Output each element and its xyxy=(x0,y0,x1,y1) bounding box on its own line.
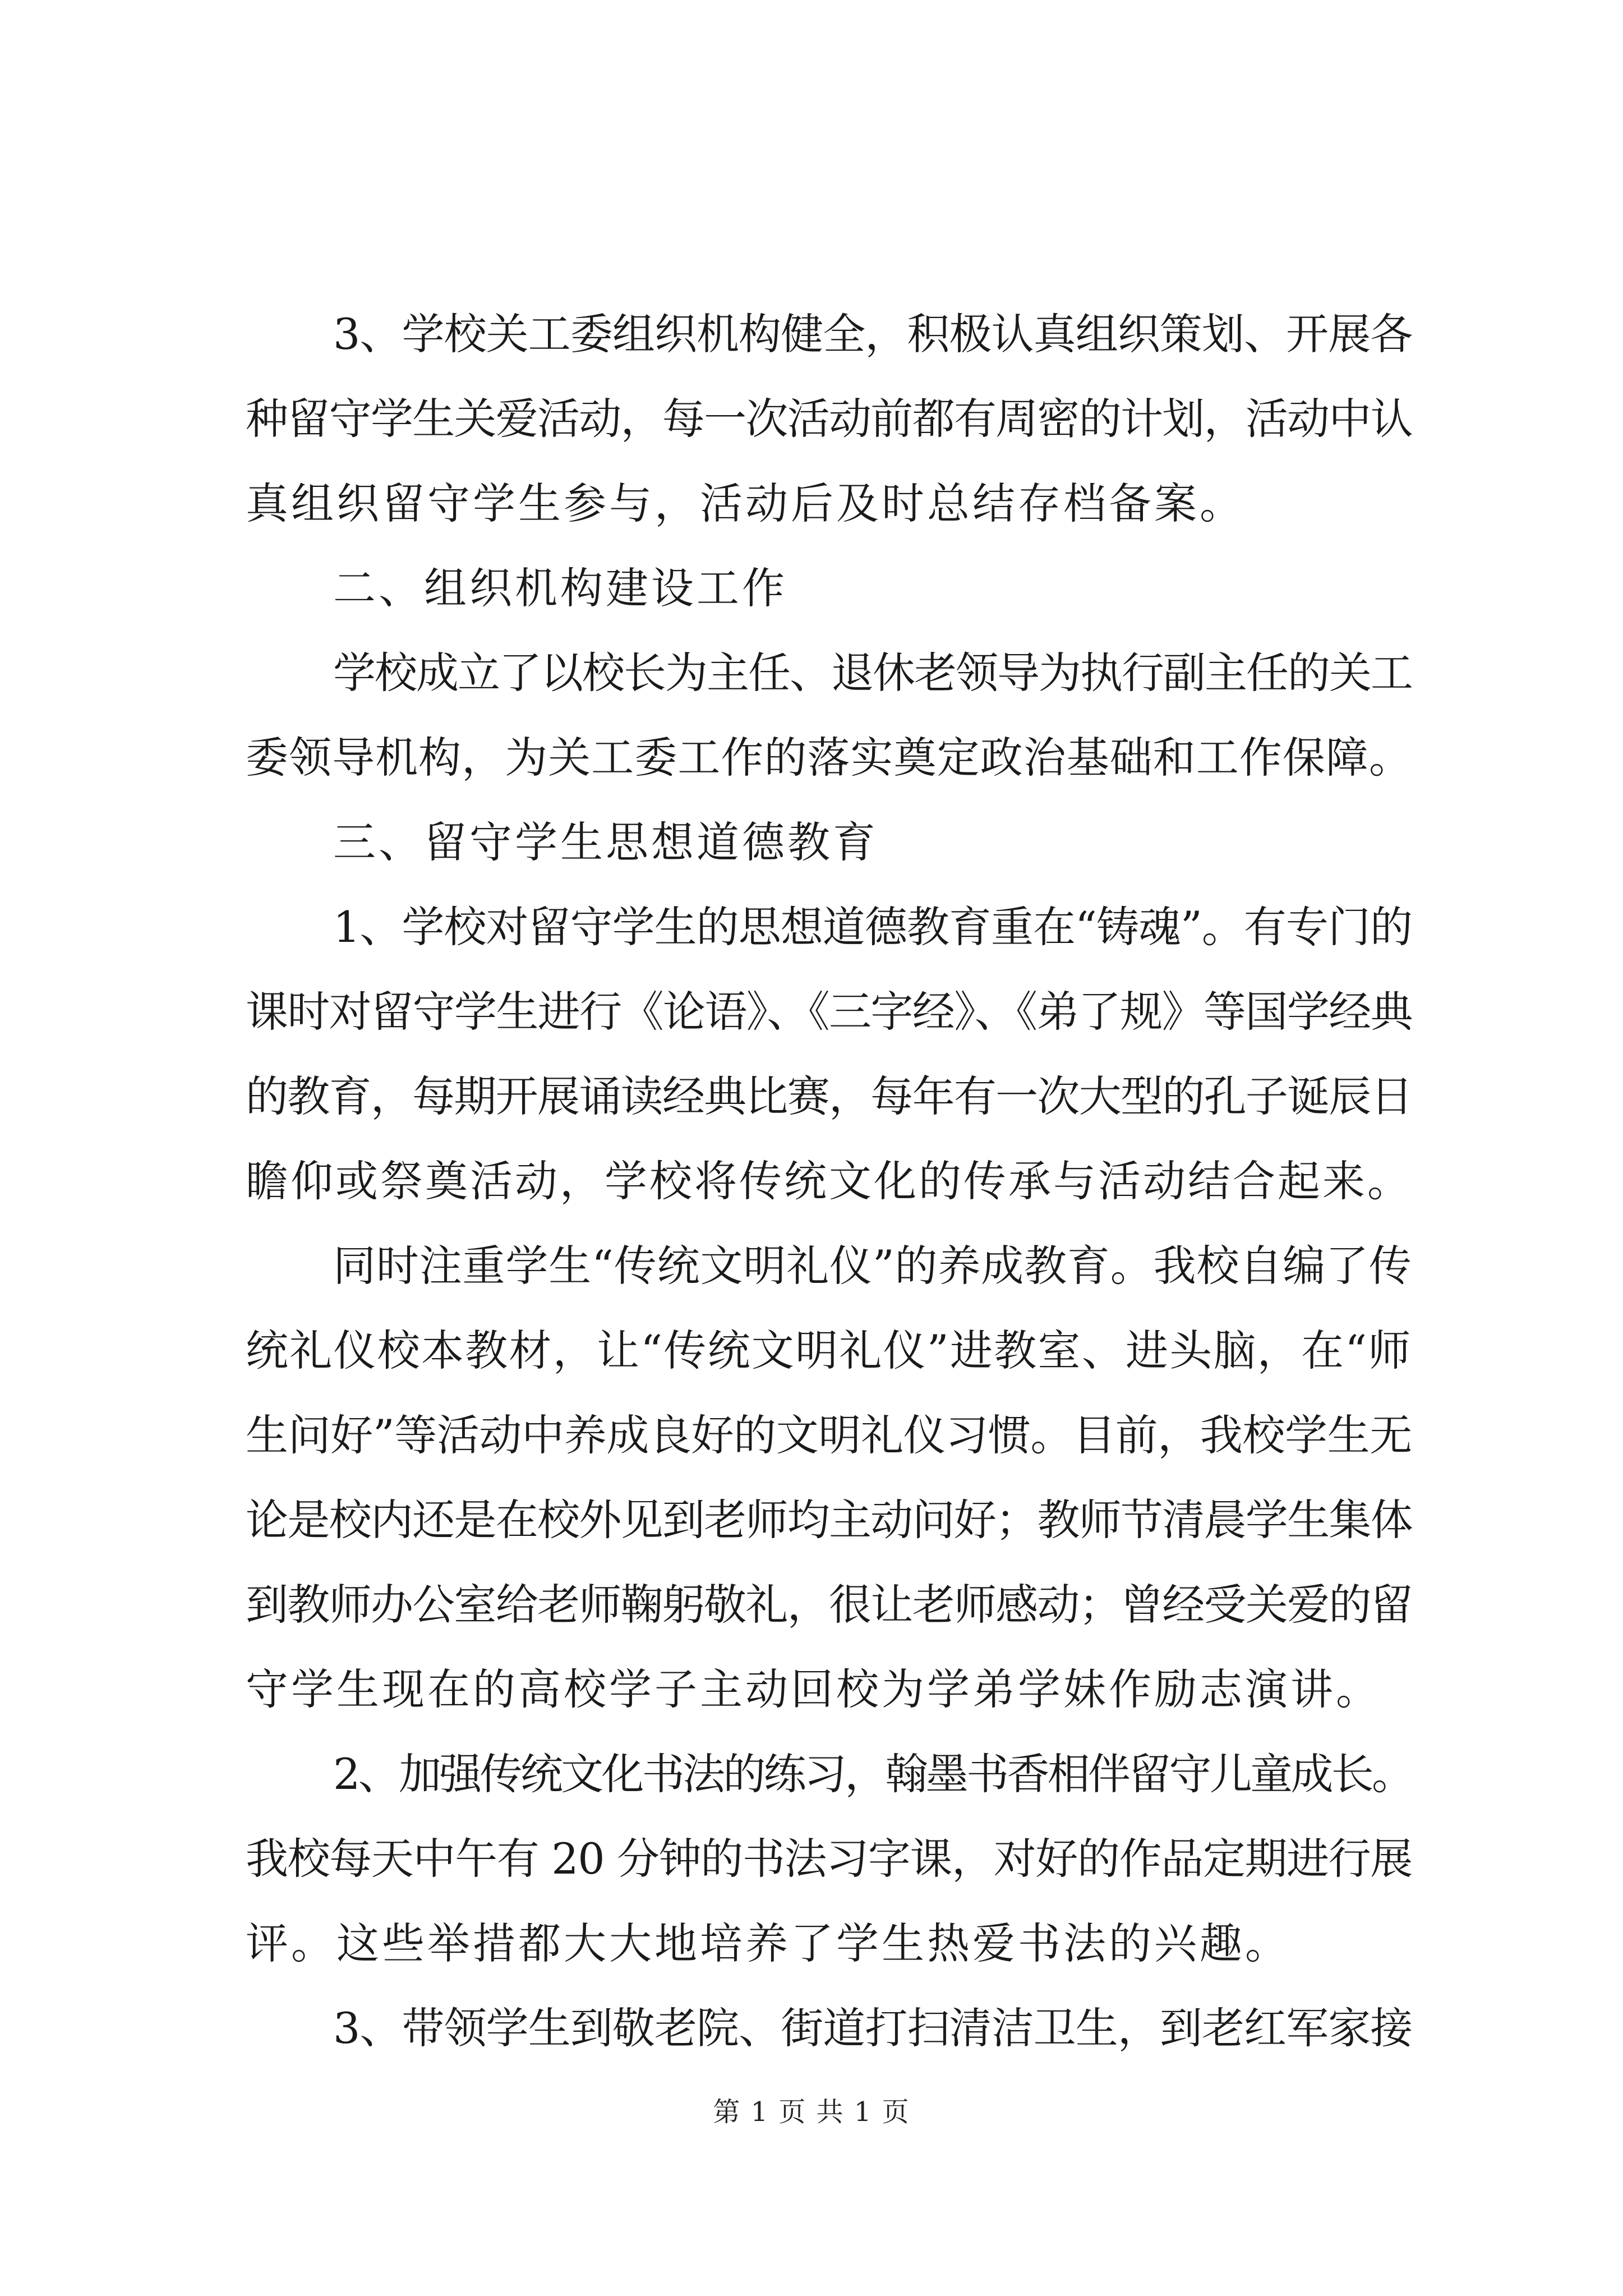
text-line: 二、组织机构建设工作 xyxy=(333,563,787,613)
text-line: 课时对留守学生进行《论语》、《三字经》、《弟了规》等国学经典 xyxy=(246,987,1412,1037)
text-line: 评。这些举措都大大地培养了学生热爱书法的兴趣。 xyxy=(246,1918,1290,1968)
text-line: 瞻仰或祭奠活动，学校将传统文化的传承与活动结合起来。 xyxy=(246,1156,1412,1206)
document-body xyxy=(246,292,1412,2070)
text-line: 1、学校对留守学生的思想道德教育重在“铸魂”。有专门的 xyxy=(333,902,1413,952)
paragraph-line-list xyxy=(246,292,1412,2070)
text-line: 3、带领学生到敬老院、街道打扫清洁卫生，到老红军家接 xyxy=(333,2003,1413,2053)
text-line: 2、加强传统文化书法的练习，翰墨书香相伴留守儿童成长。 xyxy=(333,1749,1413,1799)
text-line: 真组织留守学生参与，活动后及时总结存档备案。 xyxy=(246,478,1245,528)
page-footer: 第 1 页 共 1 页 xyxy=(713,2096,910,2128)
text-line: 种留守学生关爱活动，每一次活动前都有周密的计划，活动中认 xyxy=(246,394,1412,444)
text-line: 学校成立了以校长为主任、退休老领导为执行副主任的关工 xyxy=(333,648,1412,698)
text-line: 同时注重学生“传统文明礼仪”的养成教育。我校自编了传 xyxy=(333,1241,1412,1291)
text-line: 的教育，每期开展诵读经典比赛，每年有一次大型的孔子诞辰日 xyxy=(246,1071,1412,1121)
text-line: 三、留守学生思想道德教育 xyxy=(333,817,878,867)
text-line: 委领导机构，为关工委工作的落实奠定政治基础和工作保障。 xyxy=(246,733,1412,783)
text-line: 论是校内还是在校外见到老师均主动问好；教师节清晨学生集体 xyxy=(246,1495,1412,1545)
text-line: 3、学校关工委组织机构健全，积极认真组织策划、开展各 xyxy=(333,309,1413,359)
text-line: 到教师办公室给老师鞠躬敬礼，很让老师感动；曾经受关爱的留 xyxy=(246,1580,1412,1630)
text-line: 我校每天中午有 20 分钟的书法习字课，对好的作品定期进行展 xyxy=(246,1834,1413,1884)
text-line: 生问好”等活动中养成良好的文明礼仪习惯。目前，我校学生无 xyxy=(246,1410,1412,1460)
text-line: 守学生现在的高校学子主动回校为学弟学妹作励志演讲。 xyxy=(246,1664,1381,1714)
text-line: 统礼仪校本教材，让“传统文明礼仪”进教室、进头脑，在“师 xyxy=(246,1326,1412,1375)
